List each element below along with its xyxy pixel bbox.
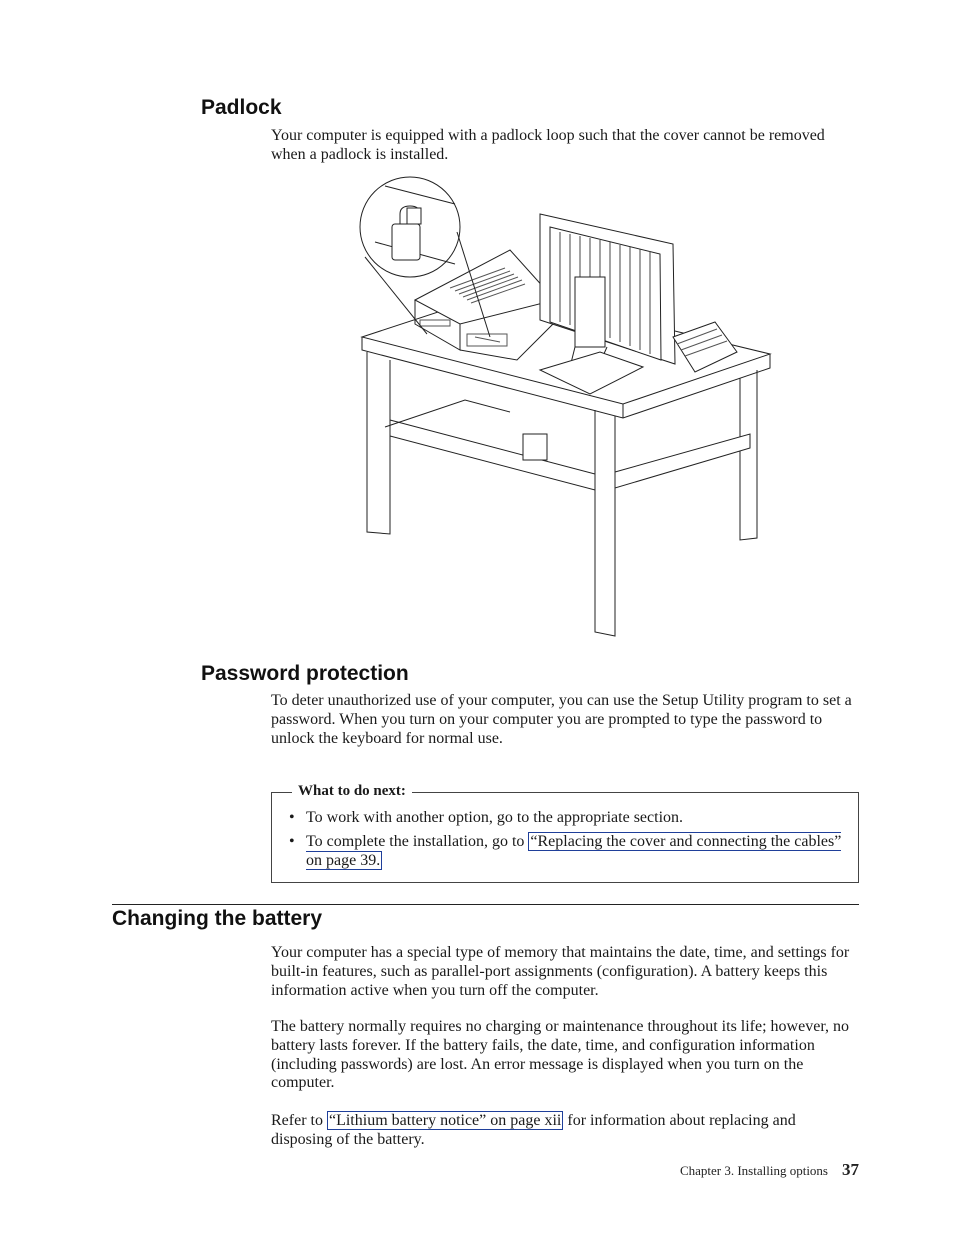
list-item [289,832,844,870]
list-item-text: To complete the installation, go to [306,833,529,850]
battery-paragraph-1: Your computer has a special type of memory that maintains the date, time, and settings for built-in features, such as parallel-port assignments (configuration). A battery keeps this information active when you turn off the computer. [271,944,850,999]
box-label: What to do next: [292,783,412,800]
bullet: • [289,833,295,850]
para-text: Refer to [271,1112,327,1129]
replacing-cover-link[interactable]: “Replacing the cover and connecting the cables” on page 39. [306,833,842,869]
lithium-battery-notice-link[interactable]: “Lithium battery notice” on page xii [328,1112,562,1129]
list-item [289,808,844,827]
padlock-illustration [355,172,775,640]
desk-leg-left [367,352,390,534]
section-heading-password: Password protection [201,662,409,685]
footer-chapter: Chapter 3. Installing options [679,1163,828,1178]
password-paragraph: To deter unauthorized use of your computer, you can use the Setup Utility program to set a password. When you turn on your computer you are prompted to type the password to unlock the keyboard for normal use. [271,692,852,747]
section-divider [112,904,859,905]
padlock-body [392,224,420,260]
section-heading-battery: Changing the battery [112,907,323,930]
page-number: 37 [842,1160,859,1179]
padlock-paragraph: Your computer is equipped with a padlock loop such that the cover cannot be removed when a padlock is installed. [271,127,825,163]
desk-leg-front [595,410,615,636]
battery-paragraph-3 [271,1112,861,1150]
desk-shelf [390,420,595,490]
battery-paragraph-2: The battery normally requires no charging or maintenance throughout its life; however, no battery lasts forever. If the battery fails, the date, time, and configuration information (including passwords) are lost. An error message is displayed when you turn on the computer. [271,1018,849,1092]
list-item-text: To work with another option, go to the appropriate section. [306,809,684,826]
page-footer [680,1160,859,1180]
what-to-do-next-box [271,783,859,883]
desk-leg-right [740,370,757,540]
section-heading-padlock: Padlock [201,96,282,119]
para-text: for information about replacing and disposing of the battery. [271,1112,796,1148]
bullet: • [289,809,295,826]
next-steps-list [289,808,844,875]
